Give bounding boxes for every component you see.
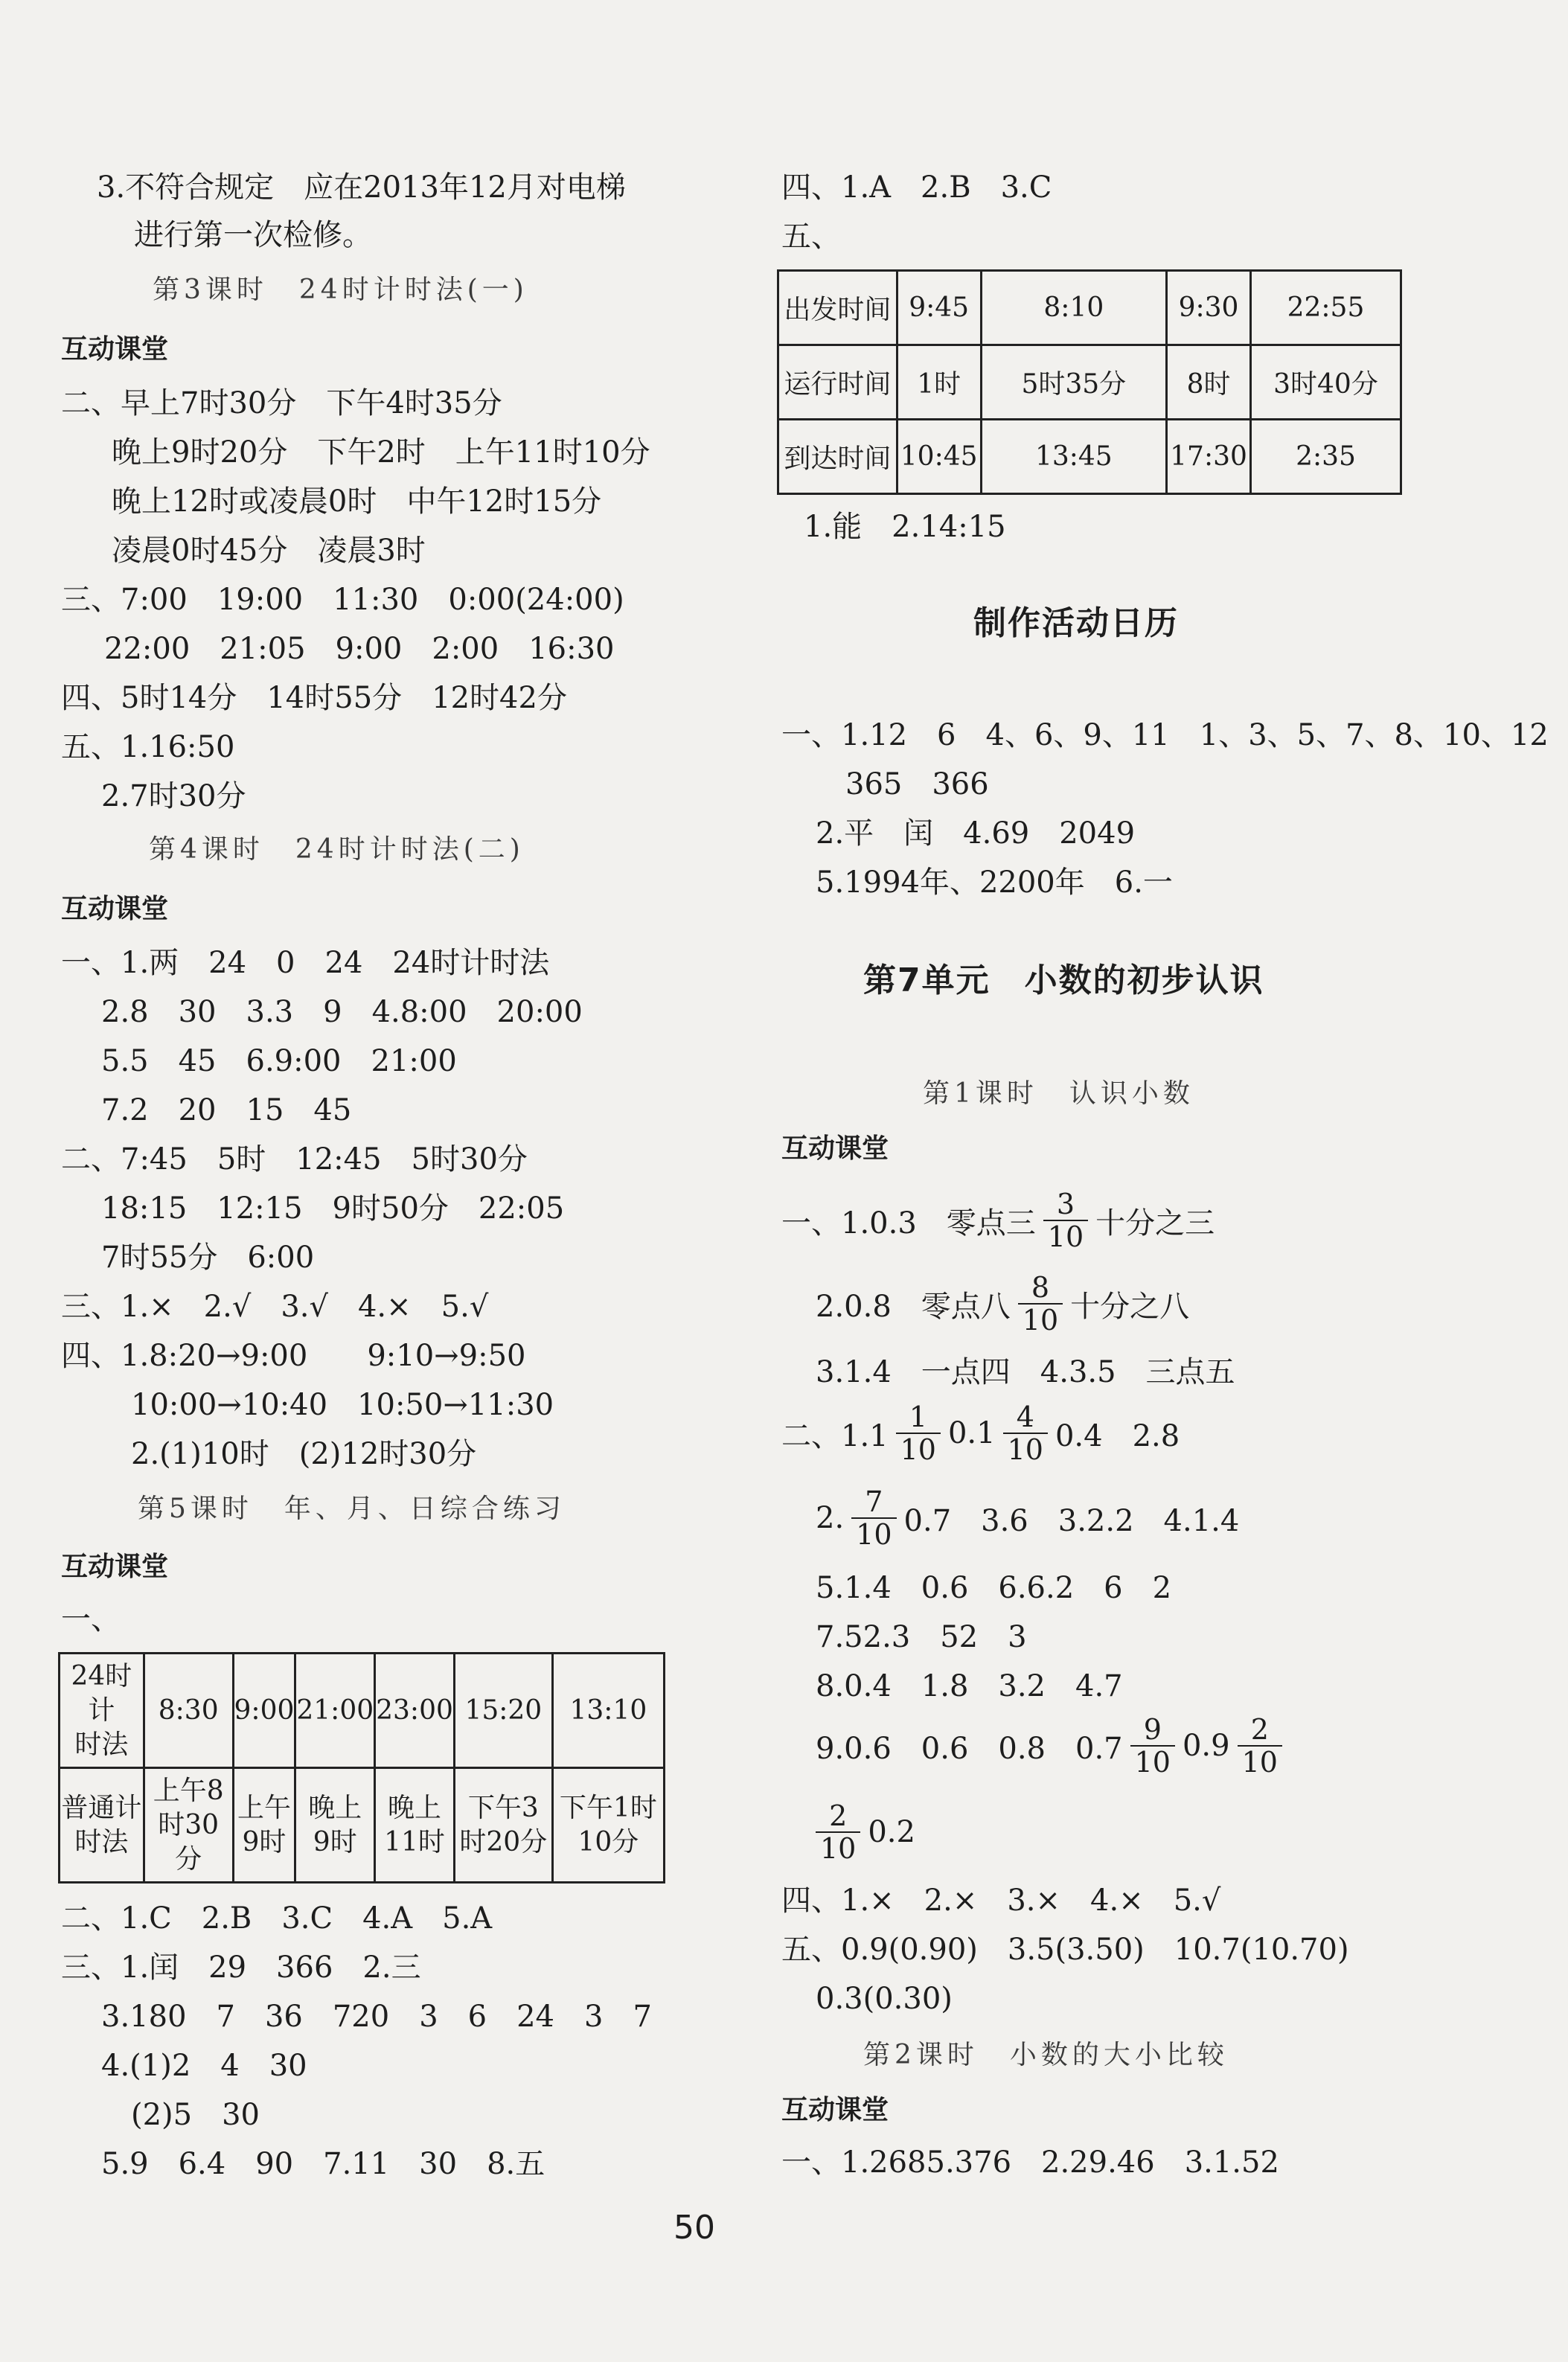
- section-label: 互动课堂: [781, 1133, 889, 1164]
- table-row: [778, 345, 1401, 420]
- table-row: [60, 1768, 665, 1883]
- fraction-numerator: 2: [816, 1800, 860, 1833]
- table-cell: 晚上 9时: [295, 1768, 375, 1883]
- table-cell: 9:45: [897, 271, 981, 345]
- table-cell: 17:30: [1167, 420, 1251, 494]
- table-cell: 8:10: [981, 271, 1166, 345]
- table-cell: 9:00: [233, 1654, 295, 1768]
- table-cell: 运行时间: [778, 345, 897, 420]
- section-label: 互动课堂: [781, 2095, 889, 2125]
- table-cell: 8:30: [144, 1654, 233, 1768]
- answer-line: 二、7:45 5时 12:45 5时30分: [61, 1142, 528, 1177]
- answer-text: 0.4 2.8: [1055, 1418, 1180, 1453]
- answer-line: 7.2 20 15 45: [101, 1093, 352, 1127]
- table-row: [778, 271, 1401, 345]
- table-cell: 15:20: [454, 1654, 552, 1768]
- answer-line: 五、: [781, 220, 841, 254]
- answer-line: 凌晨0时45分 凌晨3时: [112, 534, 426, 568]
- fraction-answer-line: [816, 1267, 1189, 1341]
- answer-line: 10:00→10:40 10:50→11:30: [131, 1388, 554, 1422]
- fraction-numerator: 3: [1043, 1188, 1088, 1221]
- lesson-heading: 第5课时 年、月、日综合练习: [138, 1494, 566, 1524]
- section-label: 互动课堂: [61, 1552, 169, 1582]
- table-cell: 出发时间: [778, 271, 897, 345]
- table-cell: 2:35: [1250, 420, 1401, 494]
- table-cell: 到达时间: [778, 420, 897, 494]
- answer-line: 进行第一次检修。: [134, 218, 372, 252]
- table-cell: 13:45: [981, 420, 1166, 494]
- answer-line: 一、: [61, 1602, 121, 1636]
- answer-text: 十分之三: [1095, 1206, 1215, 1241]
- answer-line: 365 366: [845, 767, 989, 801]
- answer-line: 2.8 30 3.3 9 4.8:00 20:00: [101, 995, 583, 1029]
- table-cell: 8时: [1167, 345, 1251, 420]
- table-cell: 24时计 时法: [60, 1654, 144, 1768]
- answer-line: 5.5 45 6.9:00 21:00: [101, 1044, 457, 1078]
- table-cell: 1时: [897, 345, 981, 420]
- fraction: [1018, 1272, 1063, 1336]
- answer-line: 22:00 21:05 9:00 2:00 16:30: [104, 632, 615, 666]
- answer-line: 5.9 6.4 90 7.11 30 8.五: [101, 2147, 545, 2181]
- answer-line: 四、1.8:20→9:00 9:10→9:50: [61, 1339, 526, 1373]
- answer-line: 7.52.3 52 3: [816, 1620, 1027, 1654]
- table-row: [778, 420, 1401, 494]
- fraction-answer-line: [816, 1481, 1239, 1555]
- answer-line: 一、1.12 6 4、6、9、11 1、3、5、7、8、10、12: [781, 718, 1549, 752]
- answer-line: 二、早上7时30分 下午4时35分: [61, 386, 502, 420]
- answer-text: 0.2: [868, 1815, 915, 1849]
- fraction-numerator: 9: [1130, 1714, 1175, 1747]
- fraction-answer-line: [816, 1709, 1290, 1783]
- answer-line: 晚上9时20分 下午2时 上午11时10分: [112, 435, 650, 470]
- answer-line: 晚上12时或凌晨0时 中午12时15分: [112, 484, 602, 519]
- fraction: [1003, 1401, 1048, 1465]
- answer-line: 5.1994年、2200年 6.一: [816, 865, 1173, 900]
- table-cell: 晚上 11时: [375, 1768, 455, 1883]
- answer-line: 二、1.C 2.B 3.C 4.A 5.A: [61, 1901, 493, 1936]
- table-cell: 13:10: [552, 1654, 664, 1768]
- table-cell: 普通计 时法: [60, 1768, 144, 1883]
- table-row: [60, 1654, 665, 1768]
- fraction: [896, 1401, 941, 1465]
- fraction: [816, 1800, 860, 1864]
- table-cell: 10:45: [897, 420, 981, 494]
- answer-line: 7时55分 6:00: [101, 1241, 315, 1275]
- fraction-denominator: 10: [1022, 1304, 1059, 1337]
- fraction-answer-line: [781, 1396, 1180, 1470]
- fraction-denominator: 10: [1241, 1746, 1278, 1779]
- answer-line: 三、1.闰 29 366 2.三: [61, 1950, 421, 1985]
- answer-line: 8.0.4 1.8 3.2 4.7: [816, 1669, 1123, 1703]
- answer-text: 2.0.8 零点八: [816, 1289, 1011, 1324]
- table-cell: 3时40分: [1250, 345, 1401, 420]
- fraction: [851, 1486, 896, 1550]
- section-label: 互动课堂: [61, 334, 169, 365]
- answer-line: 2.7时30分: [101, 779, 246, 813]
- answer-line: 3.不符合规定 应在2013年12月对电梯: [97, 170, 626, 205]
- answer-line: 0.3(0.30): [816, 1982, 953, 2016]
- answer-text: 0.7 3.6 3.2.2 4.1.4: [903, 1503, 1240, 1538]
- answer-text: 十分之八: [1070, 1289, 1190, 1324]
- lesson-heading: 第2课时 小数的大小比较: [863, 2040, 1229, 2070]
- fraction-denominator: 10: [856, 1518, 892, 1551]
- table-cell: 23:00: [375, 1654, 455, 1768]
- fraction-denominator: 10: [900, 1433, 936, 1466]
- fraction-answer-line: [816, 1795, 915, 1869]
- lesson-heading: 第4课时 24时计时法(二): [149, 834, 525, 865]
- section-label: 互动课堂: [61, 894, 169, 924]
- answer-text: 0.1: [947, 1416, 996, 1450]
- time-conversion-table: [58, 1652, 665, 1883]
- answer-text: 2.: [816, 1501, 845, 1535]
- answer-line: 5.1.4 0.6 6.6.2 6 2: [816, 1571, 1172, 1605]
- answer-line: 3.180 7 36 720 3 6 24 3 7: [101, 2000, 652, 2034]
- fraction-numerator: 1: [896, 1401, 941, 1434]
- answer-line: 2.(1)10时 (2)12时30分: [131, 1437, 477, 1471]
- train-schedule-table: [777, 269, 1402, 495]
- answer-line: 一、1.两 24 0 24 24时计时法: [61, 946, 550, 980]
- table-cell: 下午1时 10分: [552, 1768, 664, 1883]
- lesson-heading: 第3课时 24时计时法(一): [153, 275, 528, 305]
- fraction: [1043, 1188, 1088, 1252]
- fraction-numerator: 2: [1238, 1714, 1282, 1747]
- fraction-numerator: 4: [1003, 1401, 1048, 1434]
- fraction-numerator: 7: [851, 1486, 896, 1519]
- answer-line: 1.能 2.14:15: [804, 510, 1006, 544]
- fraction-denominator: 10: [1007, 1433, 1043, 1466]
- answer-line: 一、1.2685.376 2.29.46 3.1.52: [781, 2145, 1279, 2180]
- table-cell: 下午3 时20分: [454, 1768, 552, 1883]
- table-cell: 21:00: [295, 1654, 375, 1768]
- fraction-denominator: 10: [1047, 1220, 1084, 1253]
- answer-line: 四、5时14分 14时55分 12时42分: [61, 681, 567, 715]
- fraction-denominator: 10: [820, 1832, 857, 1865]
- answer-line: 2.平 闰 4.69 2049: [816, 816, 1136, 851]
- answer-text: 二、1.1: [781, 1418, 889, 1453]
- answer-line: 3.1.4 一点四 4.3.5 三点五: [816, 1355, 1235, 1389]
- answer-line: 18:15 12:15 9时50分 22:05: [101, 1191, 565, 1226]
- answer-line: 五、1.16:50: [61, 730, 235, 764]
- answer-line: 三、7:00 19:00 11:30 0:00(24:00): [61, 583, 624, 617]
- fraction: [1238, 1714, 1282, 1778]
- answer-line: 4.(1)2 4 30: [101, 2049, 307, 2083]
- table-cell: 9:30: [1167, 271, 1251, 345]
- table-cell: 上午 9时: [233, 1768, 295, 1883]
- fraction: [1130, 1714, 1175, 1778]
- section-title: 制作活动日历: [973, 604, 1179, 642]
- table-cell: 5时35分: [981, 345, 1166, 420]
- answer-line: 四、1.× 2.× 3.× 4.× 5.√: [781, 1883, 1221, 1918]
- answer-text: 一、1.0.3 零点三: [781, 1206, 1036, 1241]
- answer-line: 五、0.9(0.90) 3.5(3.50) 10.7(10.70): [781, 1933, 1349, 1967]
- fraction-numerator: 8: [1018, 1272, 1063, 1305]
- page-number: 50: [673, 2209, 715, 2247]
- unit-title: 第7单元 小数的初步认识: [863, 961, 1264, 999]
- fraction-answer-line: [781, 1183, 1215, 1258]
- lesson-heading: 第1课时 认识小数: [923, 1078, 1194, 1109]
- answer-line: (2)5 30: [131, 2098, 260, 2132]
- answer-text: 9.0.6 0.6 0.8 0.7: [816, 1731, 1123, 1766]
- answer-line: 四、1.A 2.B 3.C: [781, 170, 1052, 205]
- answer-line: 三、1.× 2.√ 3.√ 4.× 5.√: [61, 1290, 489, 1324]
- table-cell: 上午8 时30分: [144, 1768, 233, 1883]
- fraction-denominator: 10: [1134, 1746, 1171, 1779]
- table-cell: 22:55: [1250, 271, 1401, 345]
- answer-text: 0.9: [1182, 1729, 1230, 1763]
